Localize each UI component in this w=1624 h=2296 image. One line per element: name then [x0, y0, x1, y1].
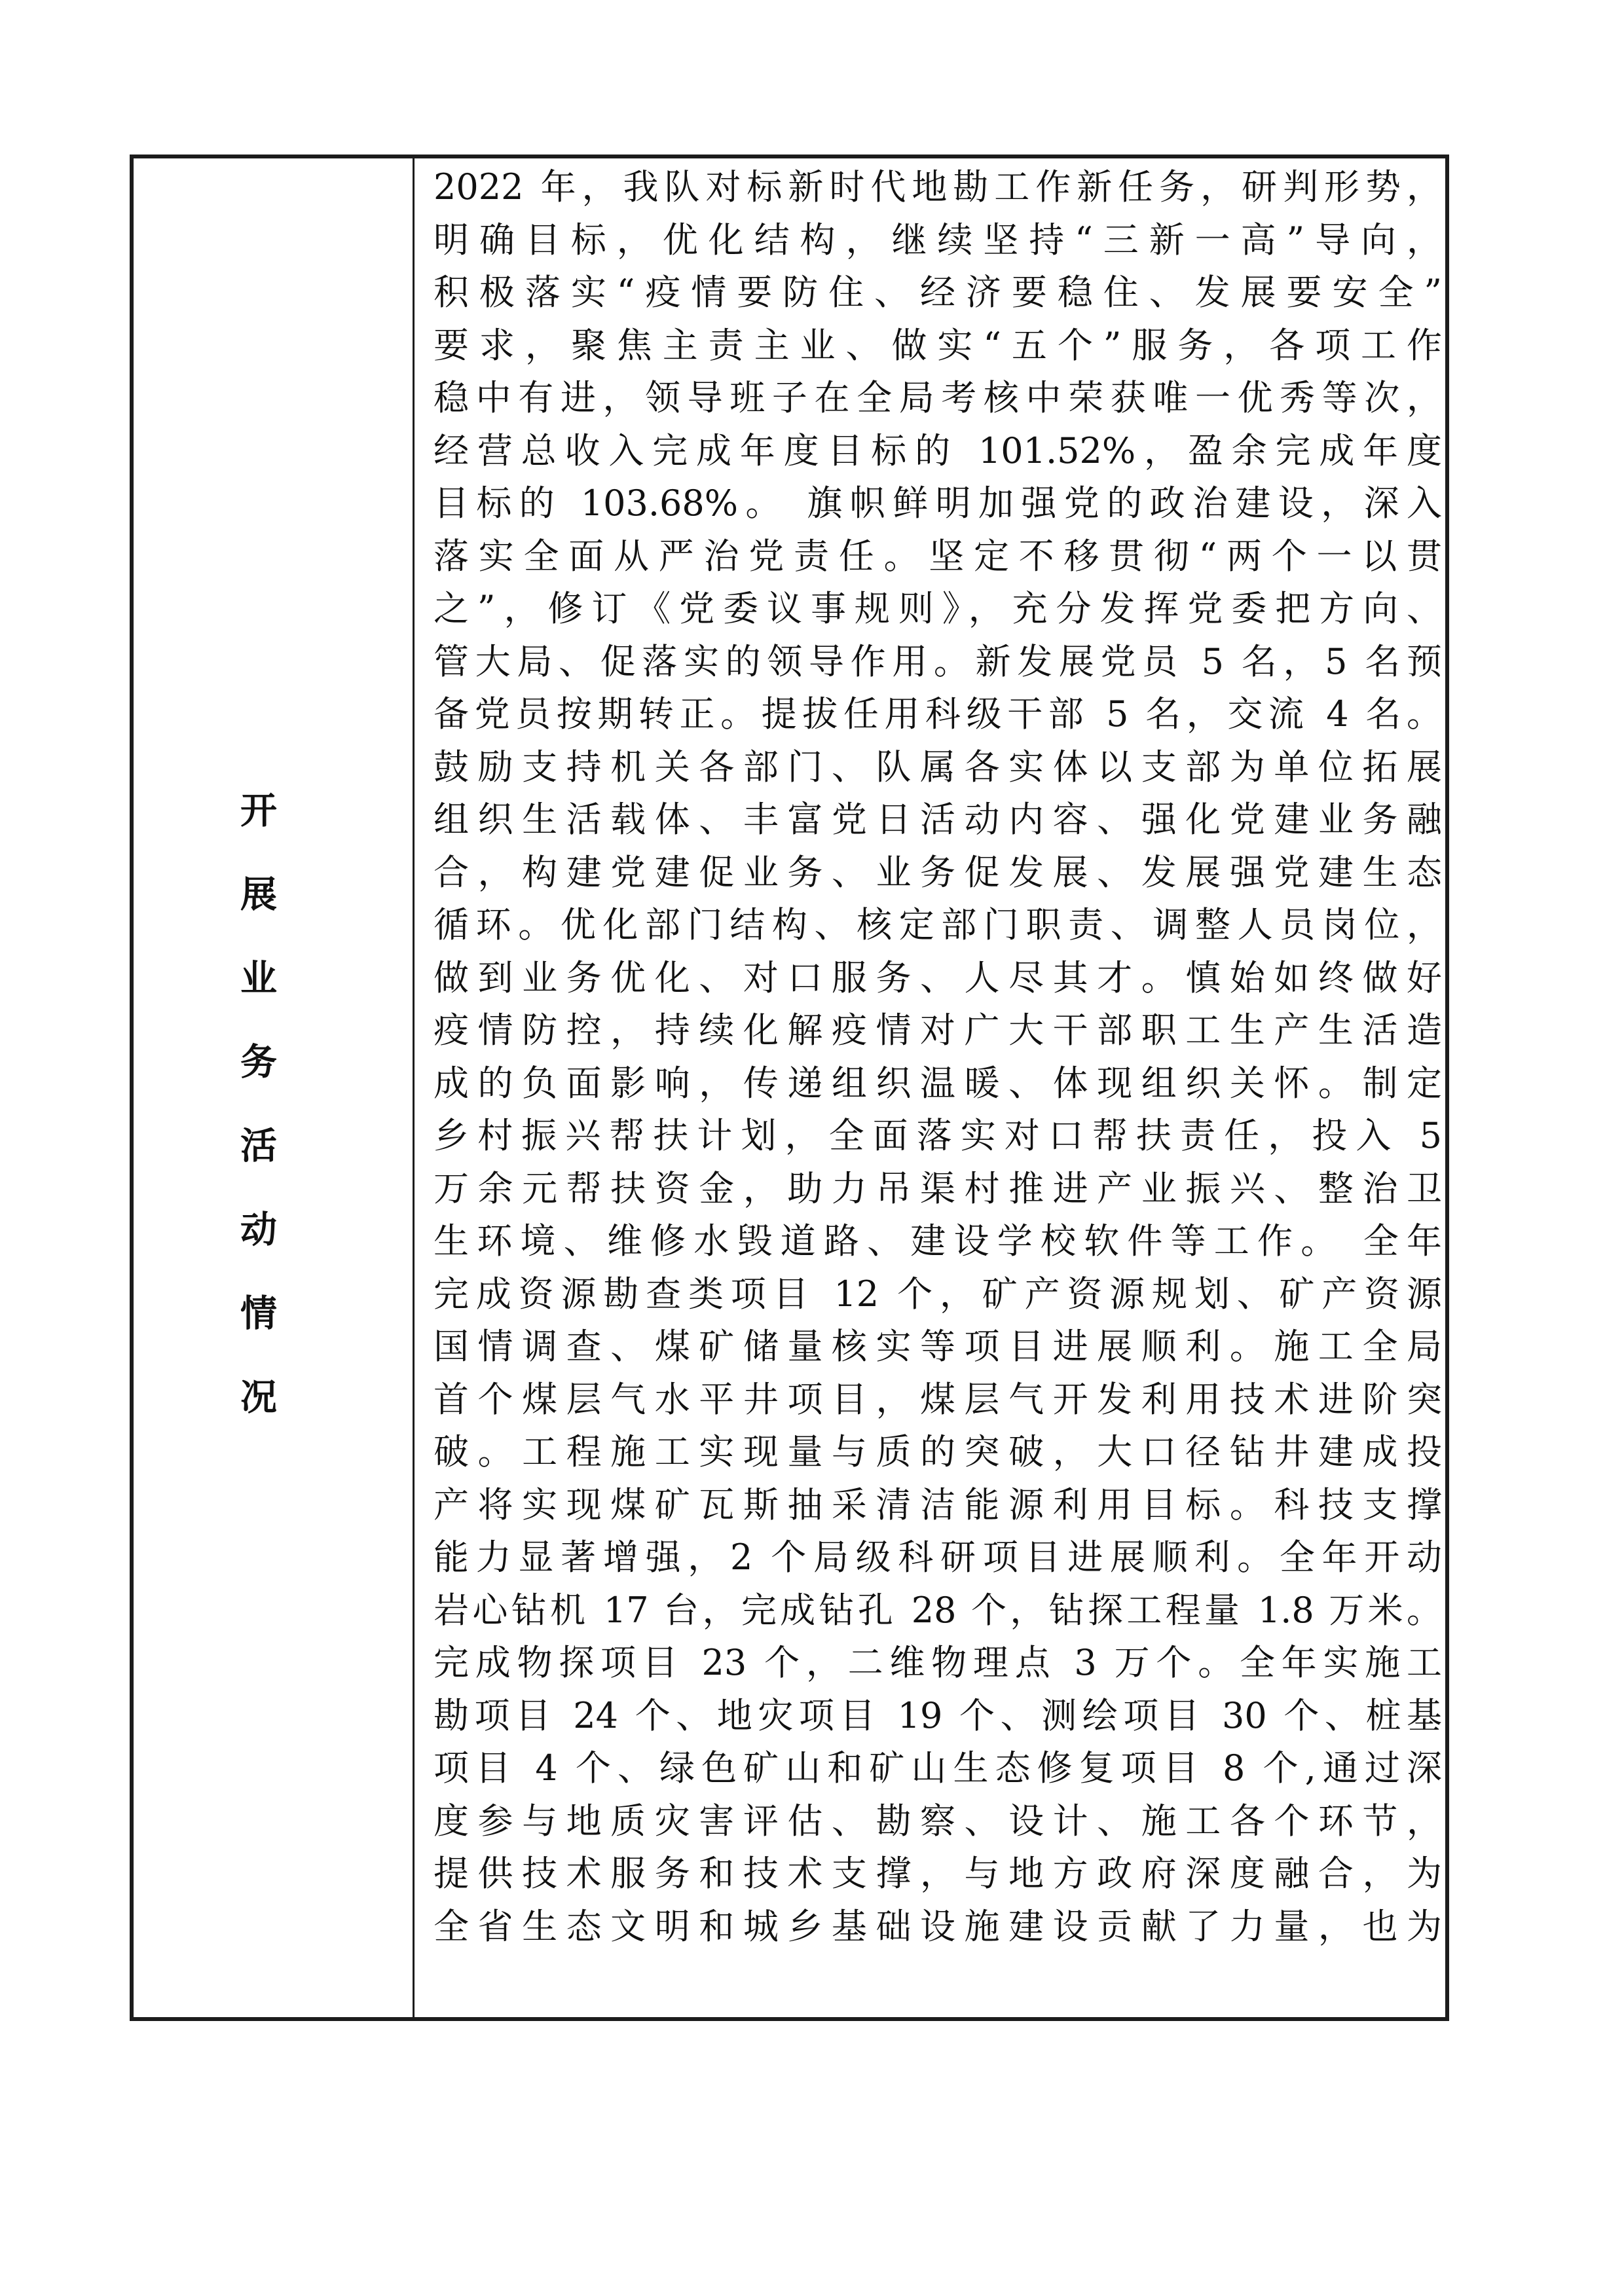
text-line: 疫情防控，持续化解疫情对广大干部职工生产生活造: [434, 1010, 1442, 1051]
table-border-left: [130, 155, 134, 2021]
text-line: 度参与地质灾害评估、勘察、设计、施工各个环节，: [434, 1800, 1442, 1842]
text-line: 之”，修订《党委议事规则》，充分发挥党委把方向、: [434, 588, 1442, 629]
text-line: 破。工程施工实现量与质的突破，大口径钻井建成投: [434, 1431, 1442, 1472]
text-line: 万余元帮扶资金，助力吊渠村推进产业振兴、整治卫: [434, 1167, 1442, 1209]
text-line: 目标的 103.68%。 旗帜鲜明加强党的政治建设，深入: [434, 483, 1442, 524]
text-line: 要求，聚焦主责主业、做实“五个”服务，各项工作: [434, 324, 1442, 366]
table-border-top: [130, 155, 1449, 158]
text-line: 国情调查、煤矿储量核实等项目进展顺利。施工全局: [434, 1326, 1442, 1367]
text-line: 鼓励支持机关各部门、队属各实体以支部为单位拓展: [434, 746, 1442, 788]
text-line: 完成资源勘查类项目 12 个，矿产资源规划、矿产资源: [434, 1273, 1442, 1315]
text-line: 岩心钻机 17 台，完成钻孔 28 个，钻探工程量 1.8 万米。: [434, 1589, 1442, 1631]
text-line: 乡村振兴帮扶计划，全面落实对口帮扶责任，投入 5: [434, 1115, 1442, 1156]
text-line: 成的负面影响，传递组织温暖、体现组织关怀。制定: [434, 1062, 1442, 1104]
activity-report-text: [434, 161, 1442, 1953]
text-line: 提供技术服务和技术支撑，与地方政府深度融合，为: [434, 1853, 1442, 1894]
text-line: 勘项目 24 个、地灾项目 19 个、测绘项目 30 个、桩基: [434, 1694, 1442, 1736]
text-line: 备党员按期转正。提拔任用科级干部 5 名，交流 4 名。: [434, 693, 1442, 735]
text-line: 2022 年，我队对标新时代地勘工作新任务，研判形势，: [434, 166, 1442, 208]
text-line: 生环境、维修水毁道路、建设学校软件等工作。 全年: [434, 1220, 1442, 1262]
text-line: 合，构建党建促业务、业务促发展、发展强党建生态: [434, 851, 1442, 893]
table-border-bottom: [130, 2017, 1449, 2021]
text-line: 首个煤层气水平井项目，煤层气开发利用技术进阶突: [434, 1378, 1442, 1420]
text-line: 组织生活载体、丰富党日活动内容、强化党建业务融: [434, 799, 1442, 840]
text-line: 全省生态文明和城乡基础设施建设贡献了力量，也为: [434, 1905, 1442, 1947]
text-line: 产将实现煤矿瓦斯抽采清洁能源利用目标。科技支撑: [434, 1484, 1442, 1525]
text-line: 积极落实“疫情要防住、经济要稳住、发展要安全”: [434, 272, 1442, 313]
table-border-right: [1445, 155, 1449, 2021]
text-line: 管大局、促落实的领导作用。新发展党员 5 名，5 名预: [434, 640, 1442, 682]
text-line: 能力显著增强，2 个局级科研项目进展顺利。全年开动: [434, 1537, 1442, 1578]
section-label: 开展业务活动情况: [234, 791, 277, 1461]
text-line: 完成物探项目 23 个，二维物理点 3 万个。全年实施工: [434, 1642, 1442, 1683]
table-column-divider: [413, 155, 415, 2021]
text-line: 循环。优化部门结构、核定部门职责、调整人员岗位，: [434, 904, 1442, 945]
text-line: 经营总收入完成年度目标的 101.52%，盈余完成年度: [434, 429, 1442, 471]
text-line: 落实全面从严治党责任。坚定不移贯彻“两个一以贯: [434, 535, 1442, 577]
text-line: 稳中有进，领导班子在全局考核中荣获唯一优秀等次，: [434, 377, 1442, 418]
text-line: 做到业务优化、对口服务、人尽其才。慎始如终做好: [434, 957, 1442, 998]
text-line: 明确目标，优化结构，继续坚持“三新一高”导向，: [434, 219, 1442, 261]
text-line: 项目 4 个、绿色矿山和矿山生态修复项目 8 个,通过深: [434, 1747, 1442, 1789]
